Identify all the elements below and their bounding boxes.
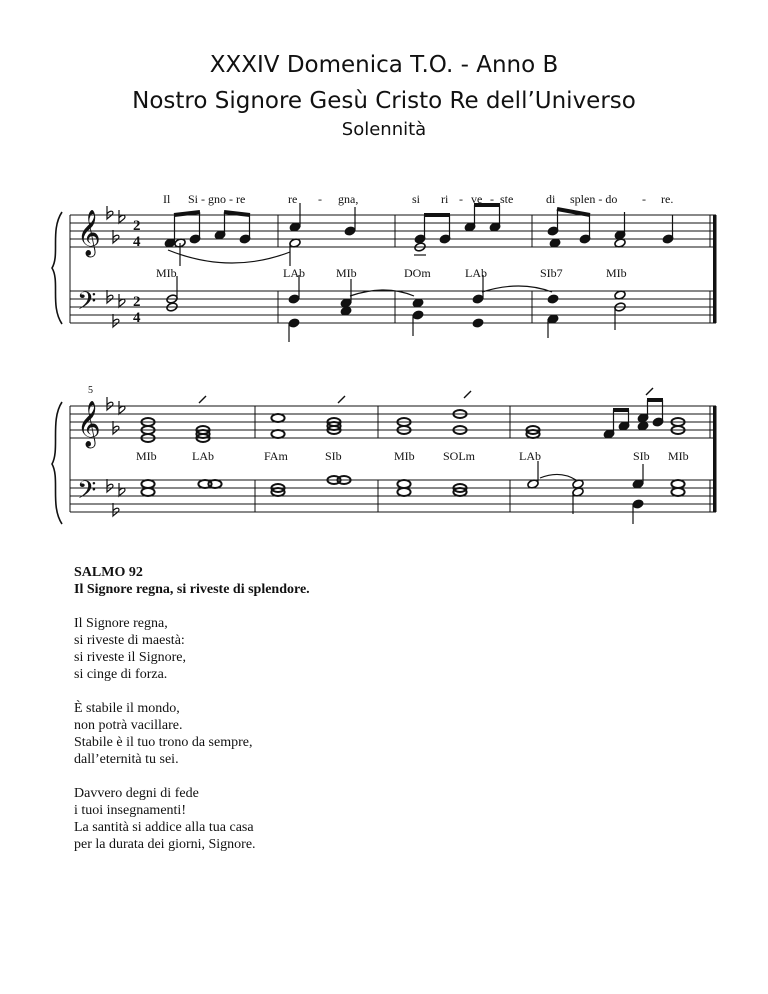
treble-notes-system-2	[141, 388, 684, 442]
psalm-verse-line: Davvero degni di fede	[74, 786, 199, 801]
psalm-verse-line: per la durata dei giorni, Signore.	[74, 837, 256, 852]
psalm-verse-line: non potrà vacillare.	[74, 718, 183, 733]
lyric-syllable: re	[288, 192, 298, 206]
grand-staff-brace	[52, 212, 62, 324]
lyric-syllable: -	[642, 192, 646, 206]
page-title: XXXIV Domenica T.O. - Anno B	[209, 52, 559, 78]
bass-notes-system-1	[166, 275, 626, 342]
psalm-verse-line: si riveste di maestà:	[74, 633, 185, 648]
psalm-verse-line: Il Signore regna,	[74, 616, 168, 631]
lyric-syllable: -	[490, 192, 494, 206]
psalm-verse-line: È stabile il mondo,	[74, 701, 180, 716]
chord-symbol: MIb	[336, 266, 357, 280]
chord-symbol: MIb	[156, 266, 177, 280]
psalm-text	[74, 564, 674, 853]
chord-symbol: SIb	[633, 449, 650, 463]
svg-text:4: 4	[133, 310, 141, 326]
lyric-syllable: -	[459, 192, 463, 206]
chord-symbol: LAb	[465, 266, 487, 280]
lyric-syllable: Il	[163, 192, 171, 206]
lyric-syllable: re.	[661, 192, 674, 206]
treble-clef-icon: 𝄞	[77, 401, 101, 446]
lyric-syllable: splen - do	[570, 192, 618, 206]
chord-symbols-system-2	[136, 449, 689, 463]
measure-number: 5	[88, 385, 93, 396]
chord-symbol: MIb	[606, 266, 627, 280]
bass-notes-system-2	[141, 461, 684, 524]
chord-symbol: SIb7	[540, 266, 563, 280]
lyric-syllable: gna,	[338, 192, 359, 206]
chord-symbol: DOm	[404, 266, 431, 280]
psalm-verse-line: dall’eternità tu sei.	[74, 752, 179, 767]
lyric-syllable: ve	[471, 192, 483, 206]
svg-text:4: 4	[133, 234, 141, 250]
accent-mark-icon	[199, 388, 653, 403]
bass-clef-icon: 𝄢	[77, 477, 97, 510]
bass-staff-lines	[70, 480, 716, 512]
lyric-syllable: Si - gno - re	[188, 192, 246, 206]
chord-symbol: LAb	[283, 266, 305, 280]
chord-symbol: SOLm	[443, 449, 476, 463]
liturgical-rank: Solennità	[341, 119, 427, 140]
lyric-syllable: ste	[500, 192, 514, 206]
psalm-verse-line: i tuoi insegnamenti!	[74, 803, 186, 818]
lyric-syllable: ri	[441, 192, 449, 206]
lyrics-line	[163, 192, 673, 206]
psalm-stanza	[74, 615, 674, 683]
time-signature-top: 2	[133, 218, 141, 234]
psalm-stanza	[74, 700, 674, 768]
treble-clef-icon: 𝄞	[77, 210, 101, 255]
psalm-response: Il Signore regna, si riveste di splendore.	[74, 582, 310, 597]
chord-symbol: LAb	[192, 449, 214, 463]
chord-symbol: FAm	[264, 449, 288, 463]
lyric-syllable: di	[546, 192, 556, 206]
chord-symbol: SIb	[325, 449, 342, 463]
bass-clef-icon: 𝄢	[77, 288, 97, 321]
chord-symbol: MIb	[668, 449, 689, 463]
psalm-verse-line: si riveste il Signore,	[74, 650, 186, 665]
psalm-heading: SALMO 92	[74, 565, 143, 580]
lyric-syllable: si	[412, 192, 421, 206]
psalm-verse-line: Stabile è il tuo trono da sempre,	[74, 735, 253, 750]
grand-staff-brace	[52, 402, 62, 524]
chord-symbol: MIb	[136, 449, 157, 463]
lyric-syllable: -	[318, 192, 322, 206]
psalm-verse-line: si cinge di forza.	[74, 667, 168, 682]
psalm-verse-line: La santità si addice alla tua casa	[74, 820, 254, 835]
page-subtitle: Nostro Signore Gesù Cristo Re dell’Universo	[132, 88, 636, 114]
chord-symbol: MIb	[394, 449, 415, 463]
svg-text:2: 2	[133, 294, 141, 310]
treble-notes-m2	[289, 203, 356, 266]
chord-symbols-system-1	[156, 266, 627, 280]
chord-symbol: LAb	[519, 449, 541, 463]
psalm-stanza	[74, 785, 674, 853]
